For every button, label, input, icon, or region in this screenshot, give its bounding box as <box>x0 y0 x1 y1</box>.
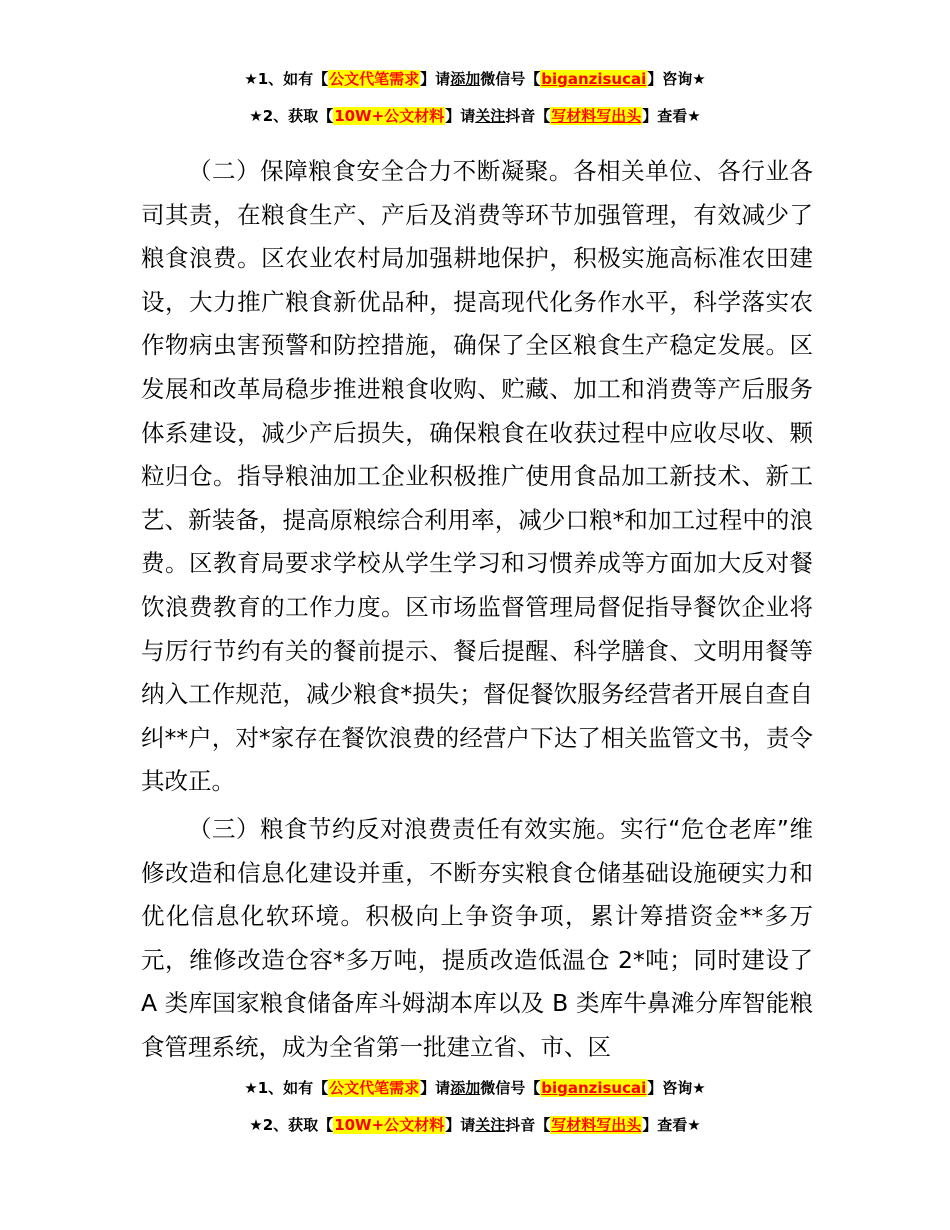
notice-underline: 添加 <box>450 1079 481 1097</box>
paragraph-section-2: （二）保障粮食安全合力不断凝聚。各相关单位、各行业各司其责，在粮食生产、产后及消费等环节加强管理，有效减少了粮食浪费。区农业农村局加强耕地保护，积极实施高标准农田建设，大力推广粮食新优品种，提高现代化务作水平，科学落实农作物病虫害预警和防控措施，确保了全区粮食生产稳定发展。区发展和改革局稳步推进粮食收购、贮藏、加工和消费等产后服务体系建设，减少产后损失，确保粮食在收获过程中应收尽收、颗粒归仓。指导粮油加工企业积极推广使用食品加工新技术、新工艺、新装备，提高原粮综合利用率，减少口粮*和加工过程中的浪费。区教育局要求学校从学生学习和习惯养成等方面加大反对餐饮浪费教育的工作力度。区市场监督管理局督促指导餐饮企业将与厉行节约有关的餐前提示、餐后提醒、科学膳食、文明用餐等纳入工作规范，减少粮食*损失；督促餐饮服务经营者开展自查自纠**户，对*家存在餐饮浪费的经营户下达了相关监管文书，责令其改正。 <box>141 157 813 796</box>
footer-notice-line-2 <box>0 1114 950 1136</box>
notice-text: 微信号【 <box>480 70 541 88</box>
notice-text: 】请 <box>420 70 451 88</box>
notice-underline: 关注 <box>475 107 506 125</box>
notice-highlight: 公文代笔需求 <box>329 70 420 88</box>
paragraph-section-3: （三）粮食节约反对浪费责任有效实施。实行“危仓老库”维修改造和信息化建设并重，不断夯实粮食仓储基础设施硬实力和优化信息化软环境。积极向上争资争项，累计筹措资金**多万元，维修改造仓容*多万吨，提质改造低温仓 2*吨；同时建设了 A 类库国家粮食储备库斗姆湖本库以及 B 类库牛鼻滩分库智能粮食管理系统，成为全省第一批建立省、市、区 <box>141 814 813 1061</box>
document-body <box>141 150 813 1069</box>
notice-highlight: 10W+公文材料 <box>334 1116 445 1134</box>
notice-wechat-id: biganzisucai <box>541 1079 647 1097</box>
notice-text: 微信号【 <box>480 1079 541 1097</box>
notice-text: 】请 <box>420 1079 451 1097</box>
notice-text: 】请 <box>445 1116 476 1134</box>
footer-notice-line-1 <box>0 1077 950 1099</box>
notice-suffix: 】查看★ <box>642 1116 701 1134</box>
header-notice-line-1 <box>0 68 950 90</box>
notice-suffix: 】咨询★ <box>647 70 706 88</box>
notice-text: 抖音【 <box>505 107 551 125</box>
header-notice-line-2 <box>0 105 950 127</box>
notice-douyin-id: 写材料写出头 <box>551 1116 642 1134</box>
notice-suffix: 】查看★ <box>642 107 701 125</box>
notice-underline: 添加 <box>450 70 481 88</box>
notice-douyin-id: 写材料写出头 <box>551 107 642 125</box>
notice-text: 抖音【 <box>505 1116 551 1134</box>
notice-highlight: 10W+公文材料 <box>334 107 445 125</box>
notice-wechat-id: biganzisucai <box>541 70 647 88</box>
notice-prefix: ★2、获取【 <box>249 107 334 125</box>
notice-text: 】请 <box>445 107 476 125</box>
notice-suffix: 】咨询★ <box>647 1079 706 1097</box>
notice-underline: 关注 <box>475 1116 506 1134</box>
notice-prefix: ★1、如有【 <box>244 70 329 88</box>
notice-prefix: ★1、如有【 <box>244 1079 329 1097</box>
notice-prefix: ★2、获取【 <box>249 1116 334 1134</box>
notice-highlight: 公文代笔需求 <box>329 1079 420 1097</box>
